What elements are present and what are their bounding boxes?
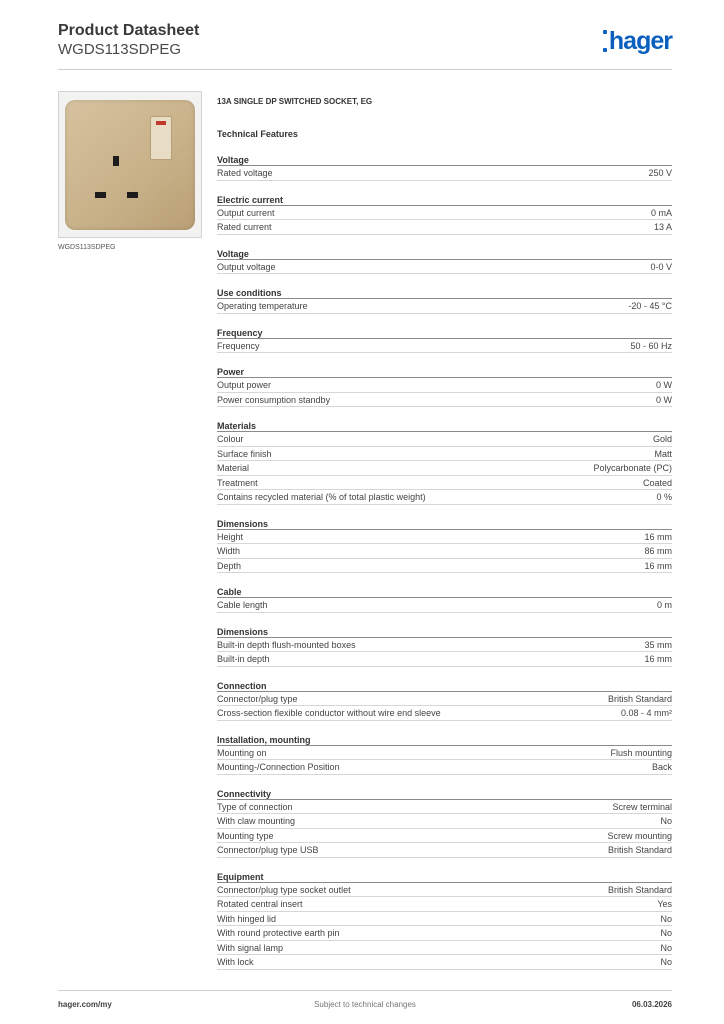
- product-reference: WGDS113SDPEG: [58, 41, 182, 58]
- spec-row: [217, 829, 672, 844]
- spec-value: Gold: [652, 434, 672, 444]
- product-image: [58, 91, 202, 238]
- spec-row: [217, 432, 672, 447]
- spec-group-title: Installation, mounting: [217, 734, 672, 746]
- spec-value: 86 mm: [644, 546, 672, 556]
- spec-group-title: Voltage: [217, 248, 672, 260]
- spec-row: [217, 166, 672, 181]
- spec-value: 13 A: [653, 222, 672, 232]
- spec-label: Output power: [217, 380, 272, 390]
- spec-label: Treatment: [217, 477, 258, 488]
- spec-group: [217, 287, 672, 314]
- spec-label: Rated current: [217, 222, 272, 232]
- spec-value: 0-0 V: [650, 261, 672, 272]
- spec-label: Frequency: [217, 340, 260, 351]
- spec-label: Connector/plug type USB: [217, 845, 319, 855]
- socket-plate: [65, 100, 195, 230]
- page-header: [58, 22, 672, 70]
- spec-value: Screw mounting: [607, 830, 672, 841]
- spec-label: Built-in depth: [217, 654, 270, 664]
- spec-row: [217, 897, 672, 912]
- spec-value: British Standard: [607, 845, 672, 855]
- spec-group-title: Connection: [217, 680, 672, 692]
- spec-label: Power consumption standby: [217, 394, 331, 405]
- spec-value: Yes: [657, 899, 672, 909]
- spec-row: [217, 814, 672, 829]
- spec-value: 16 mm: [644, 654, 672, 664]
- spec-group-title: Frequency: [217, 327, 672, 339]
- spec-value: -20 - 45 °C: [628, 301, 672, 311]
- spec-value: 0.08 - 4 mm²: [620, 708, 672, 718]
- spec-group-title: Use conditions: [217, 287, 672, 299]
- spec-row: [217, 843, 672, 858]
- spec-row: [217, 638, 672, 653]
- spec-label: Mounting type: [217, 830, 274, 841]
- spec-value: Coated: [642, 477, 672, 488]
- switch-rocker: [150, 116, 172, 160]
- spec-value: 16 mm: [644, 560, 672, 571]
- spec-row: [217, 800, 672, 815]
- spec-label: With hinged lid: [217, 913, 277, 924]
- spec-row: [217, 941, 672, 956]
- spec-group-title: Power: [217, 366, 672, 378]
- spec-row: [217, 760, 672, 775]
- spec-value: 0 W: [655, 394, 672, 405]
- spec-value: No: [660, 913, 672, 924]
- spec-row: [217, 378, 672, 393]
- spec-value: 0 W: [655, 380, 672, 390]
- spec-label: With round protective earth pin: [217, 928, 340, 938]
- spec-row: [217, 220, 672, 235]
- spec-label: Colour: [217, 434, 244, 444]
- product-name: 13A SINGLE DP SWITCHED SOCKET, EG: [217, 97, 373, 106]
- spec-row: [217, 299, 672, 314]
- specifications: [217, 96, 672, 970]
- spec-label: With claw mounting: [217, 816, 296, 826]
- spec-value: 50 - 60 Hz: [630, 340, 672, 351]
- spec-label: Cross-section flexible conductor without wire end sleeve: [217, 708, 441, 718]
- technical-features-heading: Technical Features: [217, 129, 298, 139]
- spec-row: [217, 260, 672, 275]
- spec-group-title: Electric current: [217, 194, 672, 206]
- spec-row: [217, 461, 672, 476]
- footer-website: hager.com/my: [58, 1000, 112, 1009]
- spec-value: 16 mm: [644, 531, 672, 542]
- spec-value: Matt: [654, 448, 672, 459]
- live-pin-slot: [95, 192, 106, 198]
- spec-label: Output voltage: [217, 261, 276, 272]
- spec-row: [217, 692, 672, 707]
- spec-value: Flush mounting: [610, 747, 672, 758]
- spec-group-title: Cable: [217, 586, 672, 598]
- spec-group-title: Dimensions: [217, 626, 672, 638]
- spec-row: [217, 912, 672, 927]
- spec-row: [217, 746, 672, 761]
- spec-row: [217, 544, 672, 559]
- spec-value: No: [660, 957, 672, 967]
- spec-row: [217, 490, 672, 505]
- spec-group-title: Voltage: [217, 154, 672, 166]
- footer-notice: Subject to technical changes: [314, 1000, 416, 1009]
- neutral-pin-slot: [127, 192, 138, 198]
- spec-row: [217, 926, 672, 941]
- document-title: Product Datasheet: [58, 22, 200, 39]
- spec-group: [217, 871, 672, 970]
- spec-group-title: Equipment: [217, 871, 672, 883]
- spec-group: [217, 420, 672, 505]
- spec-label: Surface finish: [217, 448, 272, 459]
- spec-group: [217, 154, 672, 181]
- spec-value: 0 m: [656, 600, 672, 610]
- spec-value: 35 mm: [644, 639, 672, 650]
- spec-value: No: [660, 942, 672, 953]
- spec-value: No: [660, 928, 672, 938]
- spec-label: Mounting-/Connection Position: [217, 762, 340, 772]
- spec-label: Material: [217, 463, 250, 473]
- spec-value: 0 %: [656, 492, 672, 502]
- earth-pin-slot: [113, 156, 119, 166]
- spec-label: Built-in depth flush-mounted boxes: [217, 639, 356, 650]
- spec-row: [217, 476, 672, 491]
- logo-colon-icon: [603, 30, 607, 52]
- spec-value: Polycarbonate (PC): [593, 463, 672, 473]
- spec-group-title: Connectivity: [217, 788, 672, 800]
- spec-value: 250 V: [648, 168, 672, 178]
- spec-group: [217, 734, 672, 775]
- spec-group: [217, 680, 672, 721]
- spec-group: [217, 327, 672, 354]
- hager-logo: [603, 26, 672, 56]
- spec-row: [217, 559, 672, 574]
- spec-row: [217, 339, 672, 354]
- spec-row: [217, 393, 672, 408]
- spec-label: Cable length: [217, 600, 268, 610]
- spec-label: Mounting on: [217, 747, 267, 758]
- spec-label: With signal lamp: [217, 942, 284, 953]
- spec-row: [217, 652, 672, 667]
- spec-label: Operating temperature: [217, 301, 308, 311]
- spec-label: Connector/plug type: [217, 693, 298, 704]
- spec-row: [217, 447, 672, 462]
- spec-label: Output current: [217, 207, 275, 218]
- spec-row: [217, 530, 672, 545]
- switch-indicator: [156, 121, 166, 125]
- spec-row: [217, 206, 672, 221]
- spec-group: [217, 518, 672, 574]
- spec-group: [217, 626, 672, 667]
- spec-label: Type of connection: [217, 801, 293, 812]
- spec-value: No: [660, 816, 672, 826]
- spec-value: Screw terminal: [612, 801, 672, 812]
- spec-row: [217, 598, 672, 613]
- spec-group: [217, 366, 672, 407]
- spec-group: [217, 586, 672, 613]
- spec-value: 0 mA: [650, 207, 672, 218]
- spec-row: [217, 883, 672, 898]
- image-caption: WGDS113SDPEG: [58, 244, 116, 251]
- spec-row: [217, 706, 672, 721]
- spec-label: Rotated central insert: [217, 899, 303, 909]
- spec-row: [217, 955, 672, 970]
- spec-label: With lock: [217, 957, 254, 967]
- spec-group-title: Dimensions: [217, 518, 672, 530]
- spec-label: Contains recycled material (% of total plastic weight): [217, 492, 426, 502]
- logo-text: hager: [608, 27, 672, 55]
- spec-group: [217, 248, 672, 275]
- spec-label: Rated voltage: [217, 168, 273, 178]
- spec-label: Width: [217, 546, 241, 556]
- spec-label: Connector/plug type socket outlet: [217, 884, 351, 895]
- spec-label: Height: [217, 531, 244, 542]
- spec-value: British Standard: [607, 693, 672, 704]
- footer-date: 06.03.2026: [631, 1000, 672, 1009]
- spec-label: Depth: [217, 560, 242, 571]
- spec-value: Back: [651, 762, 672, 772]
- spec-value: British Standard: [607, 884, 672, 895]
- spec-group: [217, 194, 672, 235]
- page-footer: [58, 990, 672, 1016]
- spec-group-title: Materials: [217, 420, 672, 432]
- spec-groups: [217, 154, 672, 970]
- spec-group: [217, 788, 672, 858]
